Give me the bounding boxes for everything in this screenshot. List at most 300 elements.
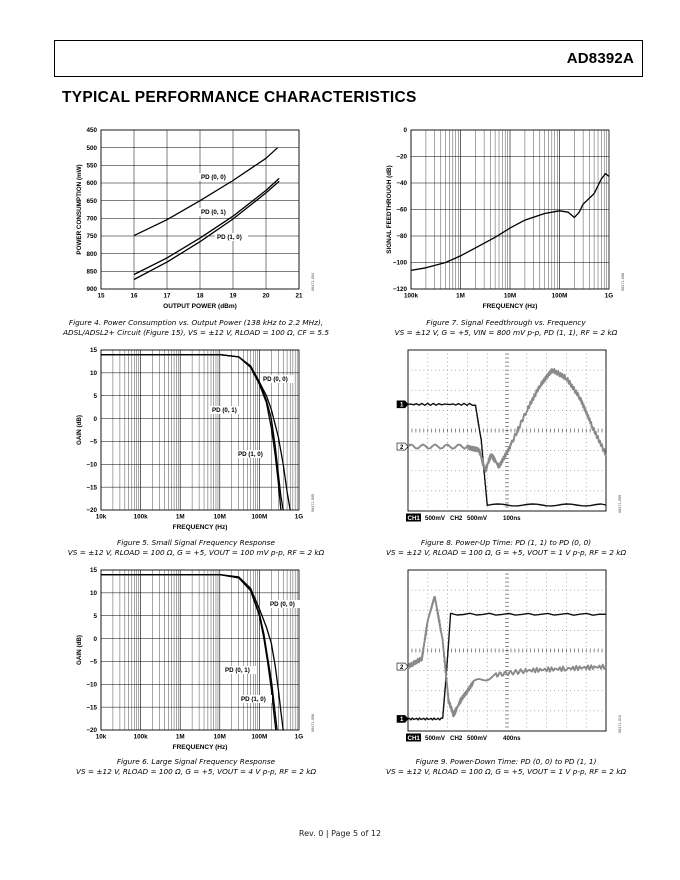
graticule-dot	[558, 390, 559, 391]
y-tick-label: −10	[86, 461, 97, 469]
graticule-dot	[602, 690, 603, 691]
graticule-dot	[574, 711, 575, 712]
graticule-dot	[598, 491, 599, 492]
graticule-dot	[526, 450, 527, 451]
graticule-dot	[546, 674, 547, 675]
graticule-dot	[487, 382, 488, 383]
graticule-dot	[594, 690, 595, 691]
graticule-dot	[483, 610, 484, 611]
graticule-dot	[416, 610, 417, 611]
graticule-dot	[558, 711, 559, 712]
graticule-dot	[427, 466, 428, 467]
graticule-dot	[491, 590, 492, 591]
graticule-dot	[487, 654, 488, 655]
graticule-dot	[467, 630, 468, 631]
graticule-dot	[566, 594, 567, 595]
graticule-dot	[416, 711, 417, 712]
graticule-dot	[499, 610, 500, 611]
graticule-dot	[412, 410, 413, 411]
graticule-dot	[447, 715, 448, 716]
graticule-dot	[522, 590, 523, 591]
graticule-dot	[495, 630, 496, 631]
graticule-dot	[475, 491, 476, 492]
graticule-dot	[566, 354, 567, 355]
graticule-dot	[447, 618, 448, 619]
graticule-dot	[427, 715, 428, 716]
graticule-dot	[578, 370, 579, 371]
graticule-dot	[427, 495, 428, 496]
x-tick-label: 19	[229, 292, 237, 300]
graticule-dot	[594, 470, 595, 471]
graticule-dot	[431, 470, 432, 471]
graticule-dot	[526, 630, 527, 631]
graticule-dot	[427, 478, 428, 479]
graticule-dot	[487, 674, 488, 675]
graticule-dot	[467, 590, 468, 591]
graticule-dot	[447, 442, 448, 443]
graticule-dot	[526, 442, 527, 443]
graticule-dot	[459, 590, 460, 591]
graticule-dot	[570, 690, 571, 691]
graticule-dot	[451, 590, 452, 591]
graticule-dot	[515, 390, 516, 391]
graticule-dot	[412, 670, 413, 671]
graticule-dot	[586, 711, 587, 712]
graticule-dot	[487, 406, 488, 407]
graticule-dot	[427, 458, 428, 459]
graticule-dot	[427, 462, 428, 463]
graticule-dot	[526, 574, 527, 575]
y-tick-label: 15	[89, 347, 97, 355]
graticule-dot	[602, 630, 603, 631]
graticule-dot	[487, 414, 488, 415]
graticule-dot	[447, 398, 448, 399]
graticule-dot	[447, 414, 448, 415]
graticule-dot	[546, 654, 547, 655]
graticule-dot	[427, 690, 428, 691]
graticule-dot	[475, 390, 476, 391]
y-tick-label: 15	[89, 567, 97, 575]
graticule-dot	[526, 366, 527, 367]
graticule-dot	[582, 711, 583, 712]
graticule-dot	[566, 422, 567, 423]
graticule-dot	[447, 711, 448, 712]
graticule-dot	[582, 630, 583, 631]
graticule-dot	[586, 698, 587, 699]
graticule-dot	[412, 610, 413, 611]
figure-6-caption-conditions: VS = ±12 V, RLOAD = 100 Ω, G = +5, VOUT = 4 V p-p, RF = 2 kΩ	[75, 767, 317, 776]
x-tick-label: 10k	[95, 513, 107, 521]
graticule-dot	[546, 602, 547, 603]
graticule-dot	[546, 618, 547, 619]
graticule-dot	[515, 690, 516, 691]
graticule-dot	[586, 610, 587, 611]
graticule-dot	[491, 390, 492, 391]
y-axis-label: POWER CONSUMPTION (mW)	[76, 164, 83, 255]
graticule-dot	[586, 487, 587, 488]
figure-7-caption-conditions: VS = ±12 V, G = +5, VIN = 800 mV p-p, PD (1, 1), RF = 2 kΩ	[394, 328, 618, 337]
graticule-dot	[602, 410, 603, 411]
graticule-dot	[487, 482, 488, 483]
graticule-dot	[554, 410, 555, 411]
graticule-dot	[586, 662, 587, 663]
graticule-dot	[546, 582, 547, 583]
graticule-dot	[570, 470, 571, 471]
graticule-dot	[574, 470, 575, 471]
graticule-dot	[519, 590, 520, 591]
graticule-dot	[598, 590, 599, 591]
graticule-dot	[566, 626, 567, 627]
graticule-dot	[546, 410, 547, 411]
graticule-dot	[526, 602, 527, 603]
graticule-dot	[558, 491, 559, 492]
graticule-dot	[526, 715, 527, 716]
graticule-dot	[463, 470, 464, 471]
graticule-dot	[467, 674, 468, 675]
graticule-dot	[586, 450, 587, 451]
graticule-dot	[542, 610, 543, 611]
graticule-dot	[526, 503, 527, 504]
graticule-dot	[487, 446, 488, 447]
graticule-dot	[546, 698, 547, 699]
graticule-dot	[546, 398, 547, 399]
graticule-dot	[447, 374, 448, 375]
graticule-dot	[570, 410, 571, 411]
graticule-dot	[451, 670, 452, 671]
graticule-dot	[546, 466, 547, 467]
graticule-dot	[487, 458, 488, 459]
graticule-dot	[463, 370, 464, 371]
graticule-dot	[594, 491, 595, 492]
graticule-dot	[546, 499, 547, 500]
graticule-dot	[522, 630, 523, 631]
graticule-dot	[443, 370, 444, 371]
graticule-dot	[534, 590, 535, 591]
graticule-dot	[412, 370, 413, 371]
graticule-dot	[530, 390, 531, 391]
graticule-dot	[427, 454, 428, 455]
graticule-dot	[487, 422, 488, 423]
graticule-dot	[447, 598, 448, 599]
graticule-dot	[471, 491, 472, 492]
graticule-dot	[471, 370, 472, 371]
graticule-dot	[447, 378, 448, 379]
graticule-dot	[487, 450, 488, 451]
y-tick-label: −15	[86, 484, 97, 492]
graticule-dot	[495, 450, 496, 451]
graticule-dot	[526, 390, 527, 391]
graticule-dot	[526, 610, 527, 611]
graticule-dot	[467, 491, 468, 492]
graticule-dot	[479, 470, 480, 471]
graticule-dot	[487, 507, 488, 508]
figure-9-caption-conditions: VS = ±12 V, RLOAD = 100 Ω, G = +5, VOUT = 1 V p-p, RF = 2 kΩ	[385, 767, 627, 776]
graticule-dot	[447, 382, 448, 383]
x-tick-label: 18	[196, 292, 204, 300]
graticule-dot	[574, 450, 575, 451]
graticule-dot	[586, 370, 587, 371]
graticule-dot	[546, 386, 547, 387]
figure-code: 06471-004	[311, 272, 315, 291]
graticule-dot	[443, 491, 444, 492]
graticule-dot	[526, 418, 527, 419]
graticule-dot	[542, 590, 543, 591]
graticule-dot	[447, 410, 448, 411]
graticule-dot	[538, 450, 539, 451]
graticule-dot	[558, 590, 559, 591]
graticule-dot	[511, 711, 512, 712]
graticule-dot	[487, 666, 488, 667]
graticule-dot	[499, 450, 500, 451]
graticule-dot	[427, 410, 428, 411]
graticule-dot	[590, 410, 591, 411]
graticule-dot	[427, 414, 428, 415]
figure-5-caption-title: Figure 5. Small Signal Frequency Response	[117, 538, 275, 547]
y-tick-label: −20	[86, 727, 97, 735]
graticule-dot	[566, 402, 567, 403]
graticule-dot	[467, 723, 468, 724]
graticule-dot	[566, 586, 567, 587]
graticule-dot	[546, 727, 547, 728]
graticule-dot	[467, 638, 468, 639]
graticule-dot	[534, 630, 535, 631]
graticule-dot	[511, 390, 512, 391]
y-tick-label: 450	[86, 127, 97, 135]
graticule-dot	[578, 450, 579, 451]
graticule-dot	[467, 462, 468, 463]
graticule-dot	[511, 491, 512, 492]
graticule-dot	[586, 670, 587, 671]
graticule-dot	[526, 666, 527, 667]
graticule-dot	[491, 491, 492, 492]
graticule-dot	[487, 618, 488, 619]
graticule-dot	[538, 711, 539, 712]
graticule-dot	[427, 711, 428, 712]
graticule-dot	[503, 470, 504, 471]
graticule-dot	[467, 378, 468, 379]
graticule-dot	[590, 590, 591, 591]
graticule-dot	[427, 390, 428, 391]
graticule-dot	[463, 630, 464, 631]
graticule-dot	[495, 610, 496, 611]
graticule-dot	[546, 590, 547, 591]
graticule-dot	[586, 694, 587, 695]
figure-5-caption-conditions: VS = ±12 V, RLOAD = 100 Ω, G = +5, VOUT = 100 mV p-p, RF = 2 kΩ	[67, 548, 325, 557]
graticule-dot	[447, 610, 448, 611]
graticule-dot	[479, 630, 480, 631]
graticule-dot	[427, 574, 428, 575]
graticule-dot	[586, 630, 587, 631]
graticule-dot	[550, 390, 551, 391]
graticule-dot	[554, 630, 555, 631]
graticule-dot	[487, 358, 488, 359]
graticule-dot	[420, 670, 421, 671]
graticule-dot	[447, 478, 448, 479]
graticule-dot	[467, 507, 468, 508]
graticule-dot	[566, 438, 567, 439]
figure-6-caption-title: Figure 6. Large Signal Frequency Response	[116, 757, 276, 766]
graticule-dot	[471, 630, 472, 631]
graticule-dot	[554, 491, 555, 492]
graticule-dot	[566, 618, 567, 619]
x-tick-label: 100k	[133, 733, 148, 741]
graticule-dot	[467, 574, 468, 575]
graticule-dot	[439, 670, 440, 671]
graticule-dot	[598, 390, 599, 391]
graticule-dot	[530, 370, 531, 371]
graticule-dot	[526, 386, 527, 387]
graticule-dot	[483, 491, 484, 492]
graticule-dot	[526, 362, 527, 363]
graticule-dot	[586, 723, 587, 724]
graticule-dot	[423, 630, 424, 631]
graticule-dot	[487, 374, 488, 375]
graticule-dot	[534, 491, 535, 492]
y-tick-label: −20	[86, 507, 97, 515]
graticule-dot	[546, 622, 547, 623]
graticule-dot	[546, 414, 547, 415]
graticule-dot	[427, 398, 428, 399]
graticule-dot	[590, 370, 591, 371]
graticule-dot	[467, 422, 468, 423]
graticule-dot	[447, 622, 448, 623]
graticule-dot	[427, 374, 428, 375]
graticule-dot	[431, 590, 432, 591]
channel-marker-label: 1	[400, 402, 404, 409]
graticule-dot	[420, 450, 421, 451]
graticule-dot	[495, 370, 496, 371]
graticule-dot	[546, 690, 547, 691]
graticule-dot	[447, 670, 448, 671]
graticule-dot	[435, 491, 436, 492]
graticule-dot	[566, 622, 567, 623]
graticule-dot	[439, 410, 440, 411]
graticule-dot	[546, 666, 547, 667]
graticule-dot	[463, 590, 464, 591]
graticule-dot	[578, 491, 579, 492]
graticule-dot	[566, 574, 567, 575]
graticule-dot	[487, 574, 488, 575]
graticule-dot	[602, 610, 603, 611]
series-annotation: PD (0, 1)	[201, 209, 226, 216]
graticule-dot	[586, 690, 587, 691]
page-header	[54, 40, 643, 77]
ch2-readout-label: CH2	[450, 735, 463, 742]
graticule-dot	[550, 590, 551, 591]
graticule-dot	[570, 390, 571, 391]
graticule-dot	[586, 646, 587, 647]
graticule-dot	[542, 690, 543, 691]
y-tick-label: 750	[86, 233, 97, 241]
graticule-dot	[427, 582, 428, 583]
graticule-dot	[526, 711, 527, 712]
graticule-dot	[542, 630, 543, 631]
graticule-dot	[586, 654, 587, 655]
graticule-dot	[582, 390, 583, 391]
series-annotation: PD (1, 0)	[217, 234, 242, 241]
graticule-dot	[511, 630, 512, 631]
graticule-dot	[503, 491, 504, 492]
graticule-dot	[586, 362, 587, 363]
graticule-dot	[459, 450, 460, 451]
grid	[411, 130, 609, 289]
graticule-dot	[467, 374, 468, 375]
graticule-dot	[594, 711, 595, 712]
graticule-dot	[467, 678, 468, 679]
figure-4-chart	[70, 124, 320, 314]
graticule-dot	[487, 454, 488, 455]
graticule-dot	[526, 622, 527, 623]
graticule-dot	[459, 711, 460, 712]
graticule-dot	[455, 690, 456, 691]
graticule-dot	[546, 606, 547, 607]
graticule-dot	[487, 694, 488, 695]
graticule-dot	[420, 410, 421, 411]
graticule-dot	[586, 507, 587, 508]
graticule-dot	[435, 370, 436, 371]
graticule-dot	[546, 418, 547, 419]
graticule-dot	[566, 418, 567, 419]
x-tick-label: 10M	[213, 733, 226, 741]
graticule-dot	[491, 410, 492, 411]
graticule-dot	[447, 723, 448, 724]
graticule-dot	[582, 470, 583, 471]
graticule-dot	[427, 614, 428, 615]
graticule-dot	[586, 474, 587, 475]
graticule-dot	[526, 690, 527, 691]
graticule-dot	[467, 362, 468, 363]
graticule-dot	[467, 414, 468, 415]
graticule-dot	[562, 410, 563, 411]
graticule-dot	[526, 590, 527, 591]
graticule-dot	[467, 719, 468, 720]
graticule-dot	[483, 370, 484, 371]
x-tick-label: 1M	[456, 292, 465, 300]
grid	[101, 350, 299, 510]
graticule-dot	[463, 690, 464, 691]
graticule-dot	[451, 470, 452, 471]
graticule-dot	[566, 466, 567, 467]
y-tick-label: 700	[86, 215, 97, 223]
graticule-dot	[479, 610, 480, 611]
graticule-dot	[451, 630, 452, 631]
graticule-dot	[487, 362, 488, 363]
graticule-dot	[483, 410, 484, 411]
graticule-dot	[566, 414, 567, 415]
graticule-dot	[447, 426, 448, 427]
graticule-dot	[467, 711, 468, 712]
graticule-dot	[550, 610, 551, 611]
figure-9-scope	[390, 564, 630, 756]
graticule-dot	[427, 594, 428, 595]
figure-7-caption	[370, 318, 642, 338]
graticule-dot	[416, 590, 417, 591]
graticule-dot	[526, 358, 527, 359]
graticule-dot	[467, 698, 468, 699]
graticule-dot	[443, 690, 444, 691]
graticule-dot	[499, 711, 500, 712]
y-tick-label: 900	[86, 286, 97, 294]
graticule-dot	[427, 670, 428, 671]
y-tick-label: −120	[392, 286, 407, 294]
graticule-dot	[479, 590, 480, 591]
figure-5-caption	[60, 538, 332, 558]
graticule-dot	[526, 382, 527, 383]
graticule-dot	[427, 394, 428, 395]
graticule-dot	[439, 450, 440, 451]
graticule-dot	[526, 470, 527, 471]
series-annotation: PD (0, 1)	[212, 407, 237, 414]
